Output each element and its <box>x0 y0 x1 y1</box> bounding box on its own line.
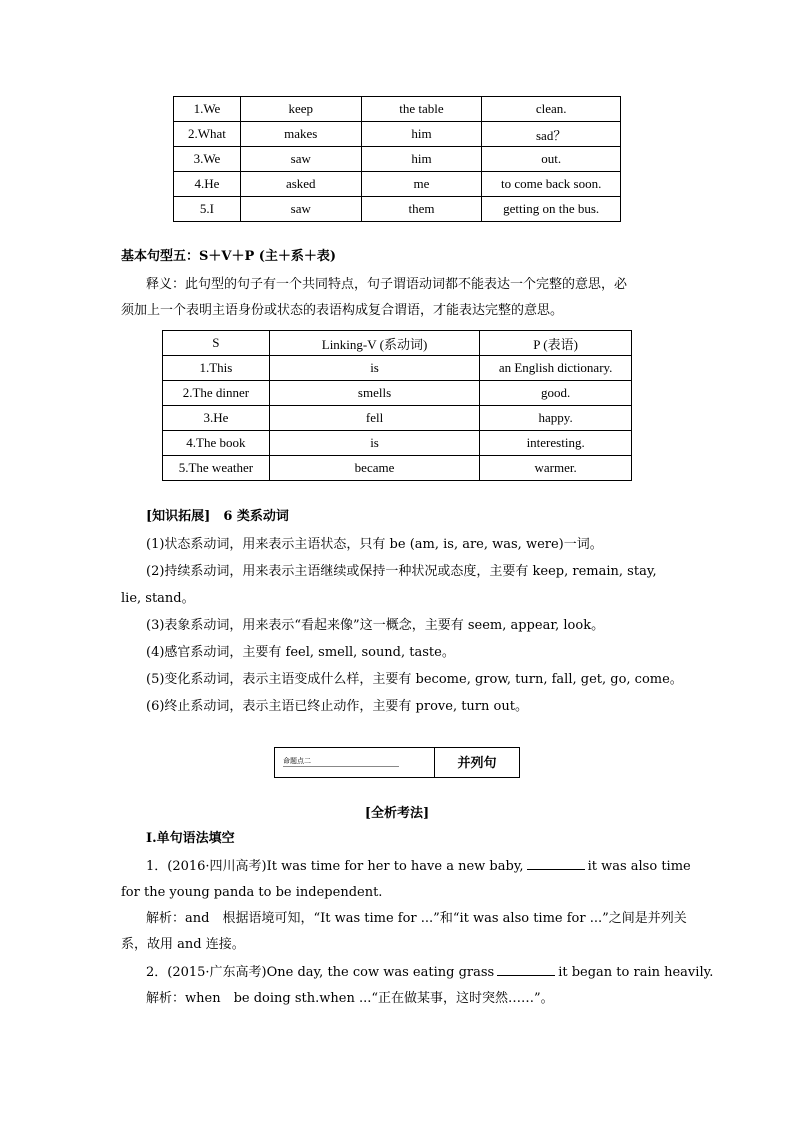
knowledge-item-3: (3)表象系动词，用来表示“看起来像”这一概念，主要有 seem, appear, look。 <box>146 618 605 633</box>
table-cell: saw <box>240 147 361 172</box>
table-cell: to come back soon. <box>482 172 621 197</box>
point-box <box>274 747 520 778</box>
knowledge-item-5: (5)变化系动词，表示主语变成什么样，主要有 become, grow, turn, fall, get, go, come。 <box>146 672 683 687</box>
table-cell: 1.We <box>174 97 241 122</box>
knowledge-item-6: (6)终止系动词，表示主语已终止动作，主要有 prove, turn out。 <box>146 699 528 714</box>
knowledge-item-2: (2)持续系动词，用来表示主语继续或保持一种状况或态度，主要有 keep, remain, stay, <box>146 564 657 579</box>
knowledge-title: 6 类系动词 <box>223 509 289 524</box>
point-title: 并列句 <box>457 756 497 771</box>
sentence-table-1 <box>173 96 621 222</box>
knowledge-item-1: (1)状态系动词，用来表示主语状态，只有 be (am, is, are, was, were)一词。 <box>146 537 603 552</box>
table-cell: out. <box>482 147 621 172</box>
table-row <box>174 147 621 172</box>
question-2-text: 2．(2015·广东高考)One day, the cow was eating grass <box>146 965 495 980</box>
question-2-text-end: it began to rain heavily. <box>558 965 714 980</box>
knowledge-tag: [知识拓展] <box>146 509 211 524</box>
header-s: S <box>163 331 270 356</box>
table-row <box>174 97 621 122</box>
table-cell: sad？ <box>482 122 621 147</box>
table-cell: 1.This <box>163 356 270 381</box>
point-label: 命题点二 <box>283 757 399 767</box>
table-cell: good. <box>480 381 632 406</box>
table-cell: became <box>269 456 479 481</box>
table-cell: an English dictionary. <box>480 356 632 381</box>
table-cell: warmer. <box>480 456 632 481</box>
table-row <box>163 381 632 406</box>
table-cell: him <box>361 122 482 147</box>
pattern5-heading: 基本句型五：S＋V＋P (主＋系＋表) <box>121 249 337 264</box>
table-cell: 3.He <box>163 406 270 431</box>
table-cell: 4.The book <box>163 431 270 456</box>
table-cell: 4.He <box>174 172 241 197</box>
table-header-row <box>163 331 632 356</box>
table-row <box>163 431 632 456</box>
question-1-text-end: it was also time <box>587 859 691 874</box>
table-cell: 2.The dinner <box>163 381 270 406</box>
exercise-heading: Ⅰ.单句语法填空 <box>146 831 235 846</box>
question-2-analysis: 解析：when be doing sth.when ...“正在做某事，这时突然……”。 <box>146 991 554 1006</box>
table-row <box>174 122 621 147</box>
table-cell: keep <box>240 97 361 122</box>
pattern5-explanation-line2: 须加上一个表明主语身份或状态的表语构成复合谓语，才能表达完整的意思。 <box>121 303 564 318</box>
table-cell: is <box>269 431 479 456</box>
table-row <box>163 406 632 431</box>
table-cell: getting on the bus. <box>482 197 621 222</box>
table-row <box>174 197 621 222</box>
table-cell: 5.The weather <box>163 456 270 481</box>
knowledge-heading <box>146 508 706 525</box>
table-cell: makes <box>240 122 361 147</box>
table-cell: happy. <box>480 406 632 431</box>
table-cell: me <box>361 172 482 197</box>
question-1-cont: for the young panda to be independent. <box>121 885 383 900</box>
answer-blank[interactable] <box>497 963 555 976</box>
table-cell: asked <box>240 172 361 197</box>
table-cell: is <box>269 356 479 381</box>
table-cell: 2.What <box>174 122 241 147</box>
table-cell: saw <box>240 197 361 222</box>
header-p: P (表语) <box>480 331 632 356</box>
table-cell: the table <box>361 97 482 122</box>
table-cell: interesting. <box>480 431 632 456</box>
table-cell: 3.We <box>174 147 241 172</box>
table-row <box>163 456 632 481</box>
table-cell: 5.I <box>174 197 241 222</box>
question-1-analysis-cont: 系，故用 and 连接。 <box>121 937 245 952</box>
knowledge-item-4: (4)感官系动词，主要有 feel, smell, sound, taste。 <box>146 645 455 660</box>
header-linking-v: Linking-V (系动词) <box>269 331 479 356</box>
question-2 <box>146 963 714 981</box>
question-1 <box>146 857 706 875</box>
table-row <box>163 356 632 381</box>
table-row <box>174 172 621 197</box>
answer-blank[interactable] <box>527 857 585 870</box>
table-cell: clean. <box>482 97 621 122</box>
table-cell: them <box>361 197 482 222</box>
pattern5-explanation-line1: 释义：此句型的句子有一个共同特点，句子谓语动词都不能表达一个完整的意思，必 <box>146 277 628 292</box>
table-cell: him <box>361 147 482 172</box>
question-1-analysis: 解析：and 根据语境可知，“It was time for ...”和“it was also time for ...”之间是并列关 <box>146 911 687 926</box>
knowledge-item-2-cont: lie, stand。 <box>121 591 195 606</box>
question-1-text: 1．(2016·四川高考)It was time for her to have a new baby, <box>146 859 524 874</box>
table-cell: fell <box>269 406 479 431</box>
table-cell: smells <box>269 381 479 406</box>
sentence-table-2 <box>162 330 632 481</box>
section-heading: [全析考法] <box>364 806 430 821</box>
